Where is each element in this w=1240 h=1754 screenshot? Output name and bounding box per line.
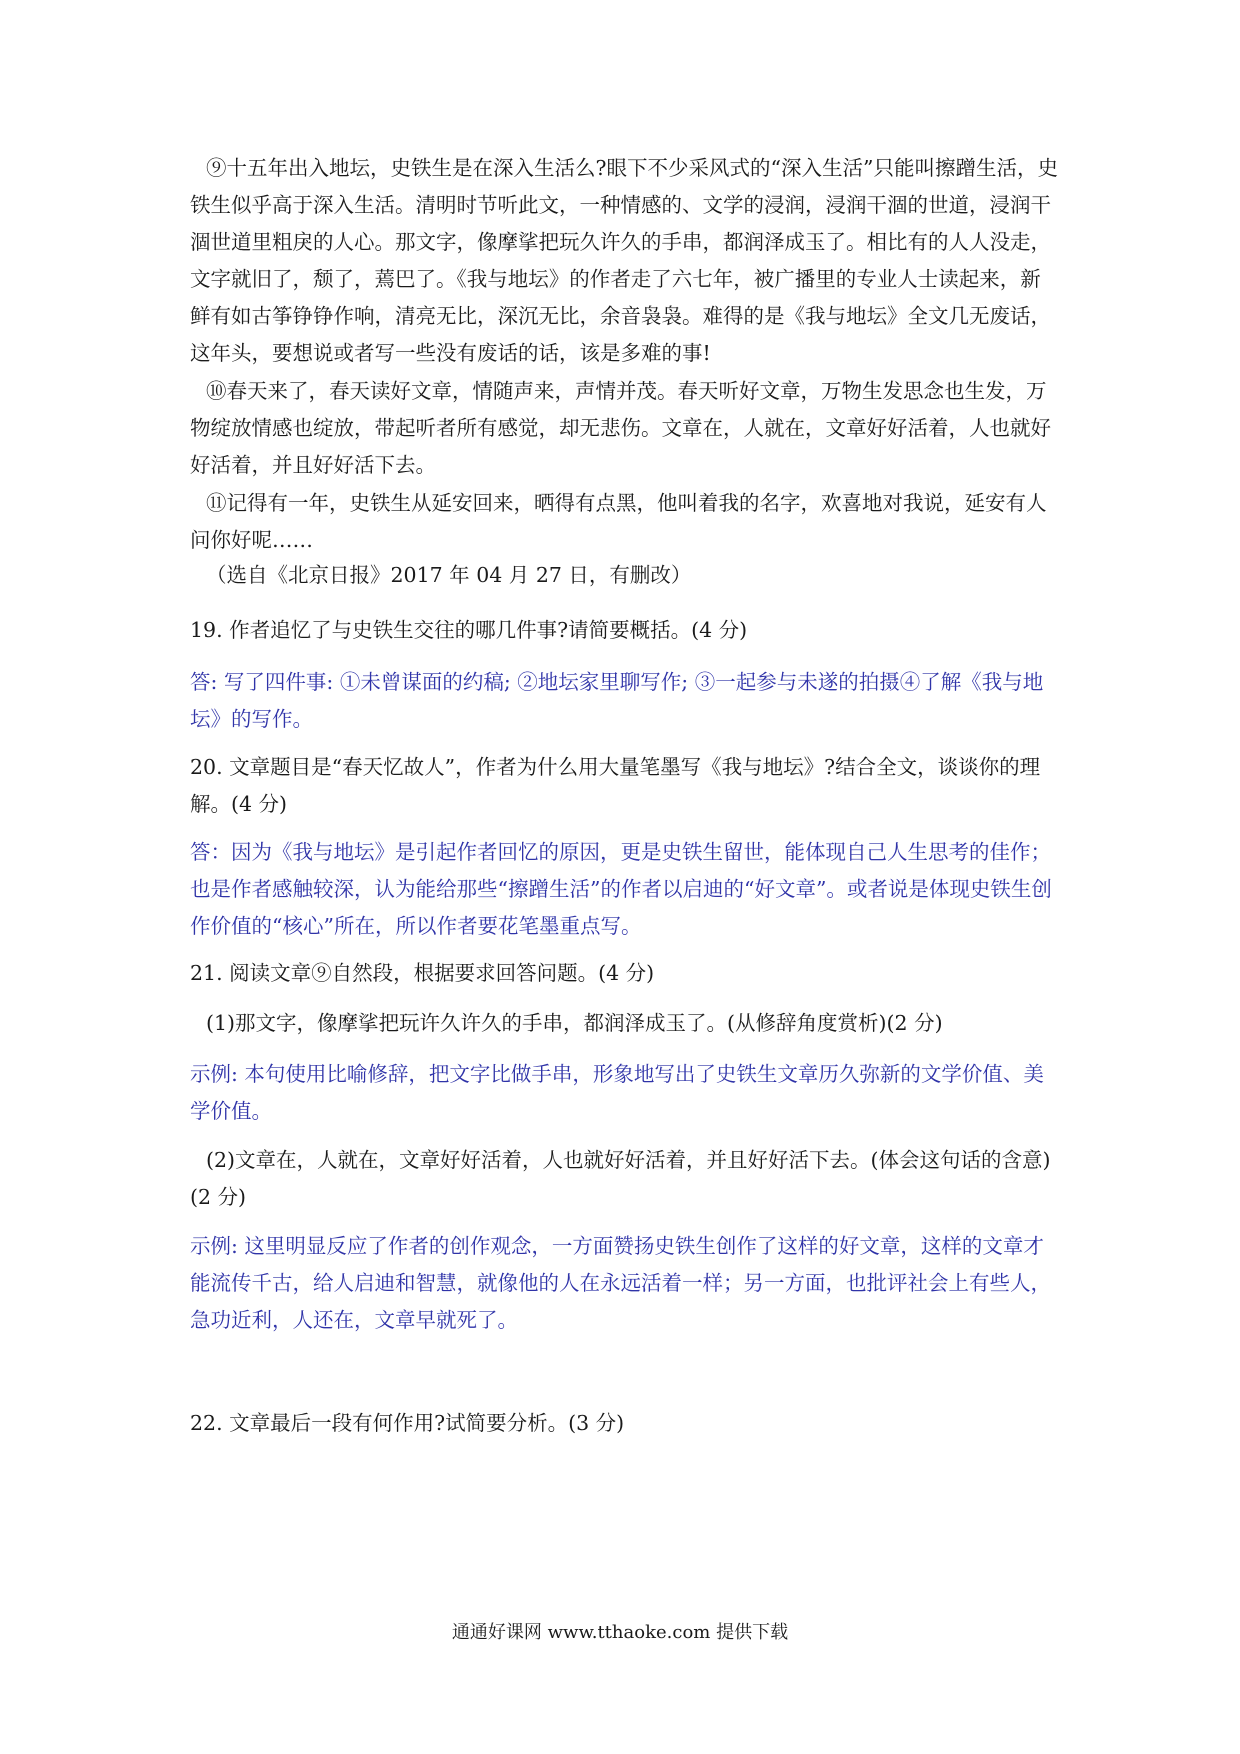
question-21-part-2: (2)文章在，人就在，文章好好活着，人也就好好活着，并且好好活下去。(体会这句话的含意)(2 分): [190, 1148, 1051, 1209]
answer-21-part-2: 示例: 这里明显反应了作者的创作观念，一方面赞扬史铁生创作了这样的好文章，这样的文章才能流传千古，给人启迪和智慧，就像他的人在永远活着一样；另一方面，也批评社会上有些人，急功近利，人还在，文章早就死了。: [190, 1234, 1051, 1332]
answer-19: 答: 写了四件事: ①未曾谋面的约稿; ②地坛家里聊写作; ③一起参与未遂的拍摄④了解《我与地坛》的写作。: [190, 670, 1044, 731]
paragraph-10: ⑩春天来了，春天读好文章，情随声来，声情并茂。春天听好文章，万物生发思念也生发，万物绽放情感也绽放，带起听者所有感觉，却无悲伤。文章在，人就在，文章好好活着，人也就好好活着，并且好好活下去。: [190, 379, 1051, 477]
question-21: 21. 阅读文章⑨自然段，根据要求回答问题。(4 分): [190, 961, 655, 985]
question-21-part-1: (1)那文字，像摩挲把玩许久许久的手串，都润泽成玉了。(从修辞角度赏析)(2 分): [206, 1011, 943, 1035]
question-22: 22. 文章最后一段有何作用?试简要分析。(3 分): [190, 1411, 625, 1435]
question-20: 20. 文章题目是“春天忆故人”，作者为什么用大量笔墨写《我与地坛》?结合全文，谈谈你的理解。(4 分): [190, 755, 1041, 816]
answer-20: 答：因为《我与地坛》是引起作者回忆的原因，更是史铁生留世，能体现自己人生思考的佳作；也是作者感触较深，认为能给那些“擦蹭生活”的作者以启迪的“好文章”。或者说是体现史铁生创作价值的“核心”所在，所以作者要花笔墨重点写。: [190, 840, 1052, 938]
question-19: 19. 作者追忆了与史铁生交往的哪几件事?请简要概括。(4 分): [190, 618, 748, 642]
page-footer: 通通好课网 www.tthaoke.com 提供下载: [451, 1622, 789, 1643]
source-citation: （选自《北京日报》2017 年 04 月 27 日，有删改）: [206, 563, 692, 587]
answer-21-part-1: 示例: 本句使用比喻修辞，把文字比做手串，形象地写出了史铁生文章历久弥新的文学价值、美学价值。: [190, 1062, 1044, 1123]
paragraph-11: ⑪记得有一年，史铁生从延安回来，晒得有点黑，他叫着我的名字，欢喜地对我说，延安有人问你好呢……: [190, 491, 1047, 552]
paragraph-9: ⑨十五年出入地坛，史铁生是在深入生活么?眼下不少采风式的“深入生活”只能叫擦蹭生活，史铁生似乎高于深入生活。清明时节听此文，一种情感的、文学的浸润，浸润干涸的世道，浸润干涸世道里粗戾的人心。那文字，像摩挲把玩久许久的手串，都润泽成玉了。相比有的人人没走，文字就旧了，颓了，蔫巴了。《我与地坛》的作者走了六七年，被广播里的专业人士读起来，新鲜有如古筝铮铮作响，清亮无比，深沉无比，余音袅袅。难得的是《我与地坛》全文几无废话，这年头，要想说或者写一些没有废话的话，该是多难的事!: [190, 156, 1058, 365]
